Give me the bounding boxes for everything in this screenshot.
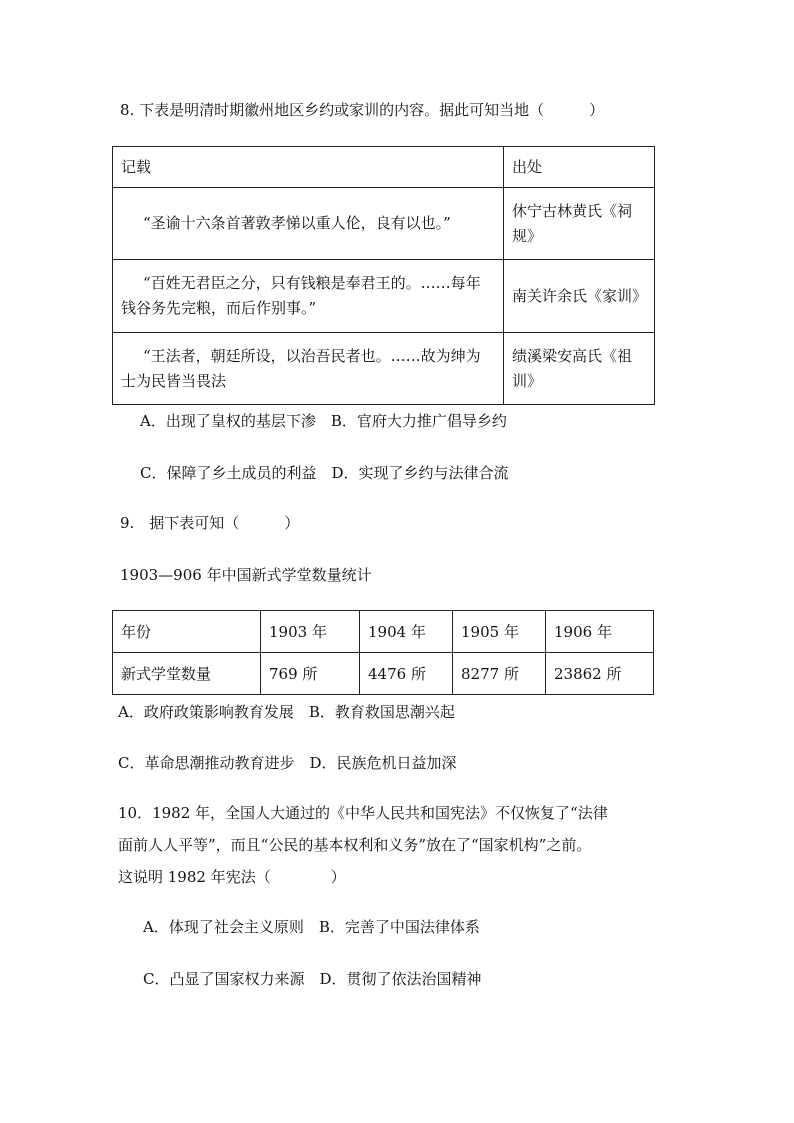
q10-options-ab: A．体现了社会主义原则 B．完善了中国法律体系 xyxy=(143,918,480,936)
row-label-year: 年份 xyxy=(113,611,261,653)
q10-stem-line2: 面前人人平等”，而且“公民的基本权利和义务”放在了“国家机构”之前。 xyxy=(118,836,592,854)
source-cell: 绩溪梁安高氏《祖训》 xyxy=(504,333,655,405)
q9-stem: 9. 据下表可知（ ） xyxy=(120,514,300,532)
header-record: 记载 xyxy=(113,147,504,188)
q8-options-ab: A．出现了皇权的基层下渗 B．官府大力推广倡导乡约 xyxy=(140,412,507,430)
table-row xyxy=(113,653,654,695)
table-row xyxy=(113,611,654,653)
count-cell: 23862 所 xyxy=(546,653,654,695)
q9-options-cd: C．革命思潮推动教育进步 D．民族危机日益加深 xyxy=(118,754,457,772)
record-cell: “圣谕十六条首著敦孝悌以重人伦，良有以也。” xyxy=(113,188,504,260)
year-cell: 1905 年 xyxy=(453,611,546,653)
count-cell: 4476 所 xyxy=(360,653,453,695)
table-row xyxy=(113,188,655,260)
q10-stem-line1: 10．1982 年，全国人大通过的《中华人民共和国宪法》不仅恢复了“法律 xyxy=(118,804,608,822)
record-cell: “王法者，朝廷所设，以治吾民者也。……故为绅为士为民皆当畏法 xyxy=(113,333,504,405)
q9-options-ab: A．政府政策影响教育发展 B．教育救国思潮兴起 xyxy=(118,703,455,721)
q9-table xyxy=(112,610,654,695)
source-cell: 休宁古林黄氏《祠规》 xyxy=(504,188,655,260)
row-label-count: 新式学堂数量 xyxy=(113,653,261,695)
record-cell: “百姓无君臣之分，只有钱粮是奉君王的。……每年钱谷务先完粮，而后作别事。” xyxy=(113,260,504,333)
q10-stem-line3: 这说明 1982 年宪法（ ） xyxy=(118,868,346,886)
q9-table-title: 1903—906 年中国新式学堂数量统计 xyxy=(120,566,372,584)
header-source: 出处 xyxy=(504,147,655,188)
q10-options-cd: C．凸显了国家权力来源 D．贯彻了依法治国精神 xyxy=(143,970,482,988)
year-cell: 1904 年 xyxy=(360,611,453,653)
q8-table xyxy=(112,146,655,405)
q8-options-cd: C．保障了乡土成员的利益 D．实现了乡约与法律合流 xyxy=(140,464,509,482)
table-row xyxy=(113,260,655,333)
table-row xyxy=(113,147,655,188)
table-row xyxy=(113,333,655,405)
count-cell: 8277 所 xyxy=(453,653,546,695)
year-cell: 1906 年 xyxy=(546,611,654,653)
year-cell: 1903 年 xyxy=(261,611,360,653)
q8-stem: 8. 下表是明清时期徽州地区乡约或家训的内容。据此可知当地（ ） xyxy=(120,101,605,119)
count-cell: 769 所 xyxy=(261,653,360,695)
source-cell: 南关许余氏《家训》 xyxy=(504,260,655,333)
